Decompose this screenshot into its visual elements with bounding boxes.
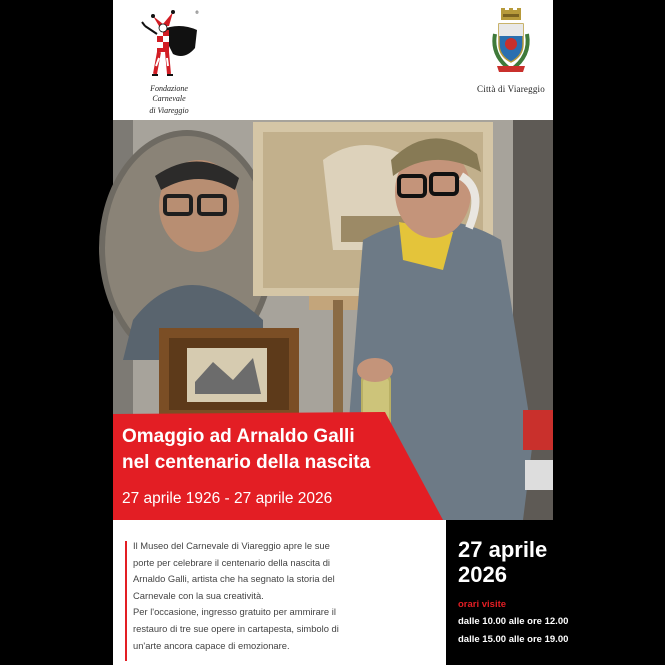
- body-text: [133, 538, 343, 654]
- event-date: [458, 537, 547, 587]
- body-accent-line: [125, 541, 127, 661]
- body-paragraph-1: Il Museo del Carnevale di Viareggio apre le sue porte per celebrare il centenario della nascita di Arnaldo Galli, artista che ha segnato la storia del Carnevale con la sua creatività.: [133, 540, 335, 601]
- fondazione-caption-2: di Viareggio: [149, 106, 189, 115]
- citta-caption: Città di Viareggio: [477, 84, 545, 94]
- title-dates: 27 aprile 1926 - 27 aprile 2026: [122, 490, 333, 507]
- burlamacco-mask-icon: [139, 8, 199, 82]
- event-date-line-1: 27 aprile: [458, 537, 548, 562]
- title-line-2: nel centenario della nascita: [122, 452, 371, 473]
- hours-label: orari visite: [458, 599, 507, 610]
- title-line-1: Omaggio ad Arnaldo Galli: [122, 426, 355, 447]
- body-paragraph-2: Per l'occasione, ingresso gratuito per ammirare il restauro di tre sue opere in cartapesta, simbolo di un'arte ancora capace di emozionare.: [133, 606, 339, 651]
- fondazione-caption-1: Fondazione Carnevale: [150, 84, 188, 103]
- event-poster: [113, 0, 569, 665]
- city-crest-icon: [489, 8, 533, 80]
- fondazione-carnevale-logo: [135, 8, 203, 118]
- event-date-line-2: 2026: [458, 562, 507, 587]
- citta-di-viareggio-logo: [473, 8, 549, 118]
- hours-morning: dalle 10.00 alle ore 12.00: [458, 616, 569, 627]
- hours-afternoon: dalle 15.00 alle ore 19.00: [458, 634, 569, 645]
- svg-text:®: ®: [195, 10, 199, 15]
- poster-header: [113, 0, 553, 120]
